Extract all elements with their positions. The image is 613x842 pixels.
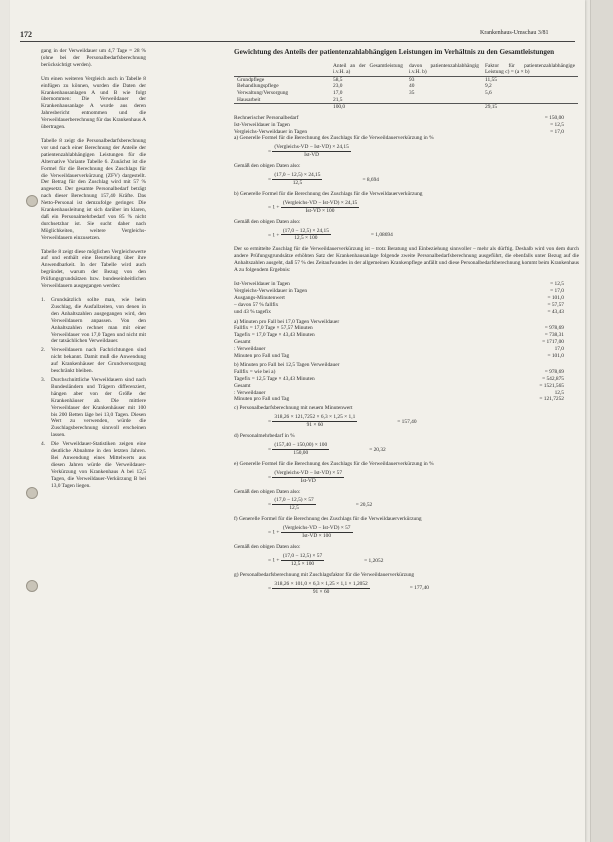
list-item: 1. Grundsätzlich sollte man, wie beim Zuschlag, die Ausfallzeiten, von denen in den Anhaltszahlen ausgegangen wird, den Verweildauern anpassen. Von den Anhaltszahlen rechnet man mit einer Verweildauer von 17,0 Tagen und nicht mit der tatsächlichen Verweildauer.: [41, 297, 146, 345]
list-item: 4. Die Verweildauer-Statistiken zeigen eine deutliche Abnahme in den letzten Jahren. Bei Anwendung eines Mittelwerts aus diesen Jahren würde die Verweildauer-Verkürzung von Krankenhaus A bei 12,5 Tagen, die Verweildauer-Verkürzung B bei 13,0 Tagen liegen.: [41, 441, 146, 489]
left-column: [41, 48, 146, 491]
table-total-row: 100,0 29,15: [234, 104, 578, 111]
paragraph: Tabelle 8 zeigt die Personalbedarfsberechnung vor und nach einer Berechnung der Anteile der patientenzahlabhängigen Leistungen für die Alternative Variante Tabelle 6. Zunächst ist die Formel für die Berechnung des Zuschlags für die Verweildauerverkürzung (ZFV) dargestellt. Der Betrag für den Zuschlag wird mit 57 % angesetzt. Der gesamte Personalbedarf beträgt nach dieser Berechnung 157,40 Kräfte. Das Netto-Personal ist demzufolge geringer. Die Krankenhausleitung ist sich darüber im klaren, daß ein Personalmehrbedarf von 85 % nicht durchsetzbar ist. Sie sucht daher nach Möglichkeiten, weitere Vergleichs-Verweildauern einzusetzen.: [41, 137, 146, 241]
table-row: Hausarbeit 21,5: [237, 96, 343, 103]
weighting-table: [234, 63, 578, 111]
paragraph: Der so ermittelte Zuschlag für die Verweildauerverkürzung ist – trotz Beratung und Einbeziehung sinnvoller – mehr als dürftig. Deshalb wird von dem durch andere Prüfungsgrundsätze erhöhten Satz der Krankenhausanlage folgende zweite Personalbedarfsberechnung ausgeführt, die ebenfalls unter Bezug auf die Anhaltszahlen ausgeht, daß 57 % des Zeitaufwandes in der allgemeinen Krankenpflege anfällt und diese Personalbedarfsberechnung kommt beim Krankenhaus A zu folgendem Ergebnis:: [234, 246, 579, 274]
page-number: 172: [20, 30, 32, 39]
base-values: Rechnerischer Personalbedarf = 150,00 Ist-Verweildauer in Tagen = 12,5 Vergleichs-Verweildauer in Tagen = 17,0: [234, 114, 564, 135]
minutes-block-a: a) Minuten pro Fall bei 17,0 Tagen Verweildauer Fallfix = 17,0 Tage × 57,57 Minuten = 978,69 Tagefix = 17,0 Tage × 43,43 Minuten = 738,31 Gesamt = 1717,00 : Verweildauer 17,0 Minuten pro Fall und Tag = 101,0: [234, 318, 564, 360]
formula-section-b: b) Generelle Formel für die Berechnung des Zuschlags für die Verweildauerverkürzung = 1 + $\frac{\text{(Vergleichs-VD − Ist-VD) × 24,15}}{\text{Ist-VD × 100}}$ Gemäß den obigen Daten also: = 1 + $\frac{(17,0 - 12,5) \times 24,15}{12,5 \times 100}$ = 1,08694: [234, 190, 423, 242]
paragraph: Um einen weiteren Vergleich auch in Tabelle 8 einfügen zu können, wurden die Daten der Krankenhausanlagen A und B wie folgt übernommen: Die Verweildauer der Krankenhausanlage A wurde aus deren Jahresbericht entnommen und die Verweildauerberechnung für das Krankenhaus A übertragen.: [41, 75, 146, 131]
punch-hole: [26, 195, 38, 207]
running-title: Krankenhaus-Umschau 3/81: [480, 30, 549, 36]
punch-hole: [26, 580, 38, 592]
paragraph: gang in der Verweildauer um 4,7 Tage = 28 % (ohne bei der Personalbedarfsberechnung berücksichtigt werden).: [41, 48, 146, 68]
list-item: 2. Verweildauern nach Fachrichtungen sind nicht bekannt. Damit muß die Anwendung auf Krankenhäuser der Grundversorgung beschränkt bleiben.: [41, 347, 146, 375]
adjacent-page-edge: [590, 0, 613, 842]
formula-section-a: a) Generelle Formel für die Berechnung des Zuschlags für die Verweildauerverkürzung in % = $\frac{\text{(Vergleichs-VD − Ist-VD) × 24,15}}{\text{Ist-VD}}$ Gemäß den obigen Daten also: = $\frac{(17,0 - 12,5) \times 24,15}{12,5}$ = 8,694: [234, 135, 434, 186]
header-rule: [20, 41, 575, 42]
formula-section-d: d) Personalmehrbedarf in % = $\frac{(157,40 - 150,00) \times 100}{150,00}$ = 20,32: [234, 433, 386, 456]
paragraph: Tabelle 8 zeigt diese möglichen Vergleichswerte auf und enthält eine Beurteilung über ihre Anwendbarkeit. In der Tabelle wird auch begründet, warum der Bezug von den Prüfungsgrundsätzen bzw. bundeseinheitlichen Verweildauern ausgegangen werden:: [41, 248, 146, 290]
table-row: Grundpflege 58,5 93 11,55: [237, 76, 497, 83]
list-item: 3. Durchschnittliche Verweildauern sind nach Bundesländern und Trägern differenziert, hängen aber von der Größe der Krankenhäuser ab. Die mittlere Verweildauer der Krankenhäuser mit 100 bis 200 Betten läge bei 13,0 Tagen. Diesen Wert zu verwenden, würde die Zuschlagsberechnung sinnvoll erscheinen lassen.: [41, 376, 146, 439]
right-column: [234, 48, 579, 599]
formula-section-c: c) Personalbedarfsberechnung mit neuem Minutenwert = $\frac{318,26 \times 121,7252 \times 6,3 \times 1,25 \times 1,1}{91 \times 60}$ = 157,40: [234, 405, 417, 429]
document-page: [10, 0, 585, 842]
values-block: Ist-Verweildauer in Tagen = 12,5 Vergleichs-Verweildauer in Tagen = 17,0 Ausgangs-Minutenwert = 101,0 – davon 57 % fallfix = 57,57 und 43 % tagefix = 43,43: [234, 280, 564, 315]
formula-section-e: e) Generelle Formel für die Berechnung des Zuschlags für die Verweildauerverkürzung in % = $\frac{\text{(Vergleichs-VD − Ist-VD) × 57}}{\text{Ist-VD}}$ Gemäß den obigen Daten also: = $\frac{(17,0 - 12,5) \times 57}{12,5}$ = 20,52: [234, 460, 434, 512]
minutes-block-b: b) Minuten pro Fall bei 12,5 Tagen Verweildauer Fallfix = wie bei a) = 978,69 Tagefix = 12,5 Tage × 43,43 Minuten = 542,875 Gesamt = 1521,565 : Verweildauer 12,5 Minuten pro Fall und Tag = 121,7252: [234, 361, 564, 403]
section-title: Gewichtung des Anteils der patientenzahlabhängigen Leistungen im Verhältnis zu den Gesamtleistungen: [234, 48, 555, 56]
punch-hole: [26, 487, 38, 499]
table-row: Verwaltung/Versorgung 17,0 35 5,6: [237, 89, 492, 96]
table-row: Behandlungspflege 23,0 40 9,2: [237, 83, 492, 90]
formula-section-g: g) Personalbedarfsberechnung mit Zuschlagsfaktor für die Verweildauerverkürzung = $\frac{318,26 \times 101,0 \times 6,3 \times 1,25 \times 1,1 \times 1,2052}{91 \times 60}$ = 177,40: [234, 571, 429, 595]
formula-section-f: f) Generelle Formel für die Berechnung des Zuschlags für die Verweildauerverkürzung = 1 + $\frac{\text{(Vergleichs-VD − Ist-VD) × 57}}{\text{Ist-VD × 100}}$ Gemäß den obigen Daten also: = 1 + $\frac{(17,0 - 12,5) \times 57}{12,5 \times 100}$ = 1,2052: [234, 516, 422, 567]
table-header-row: Anteil an der Gesamtleistung i.v.H. a) davon patientenzahlabhängig i.v.H. b) Faktor für patientenzahlabhängige Leistung c) = (a × b): [234, 63, 578, 77]
